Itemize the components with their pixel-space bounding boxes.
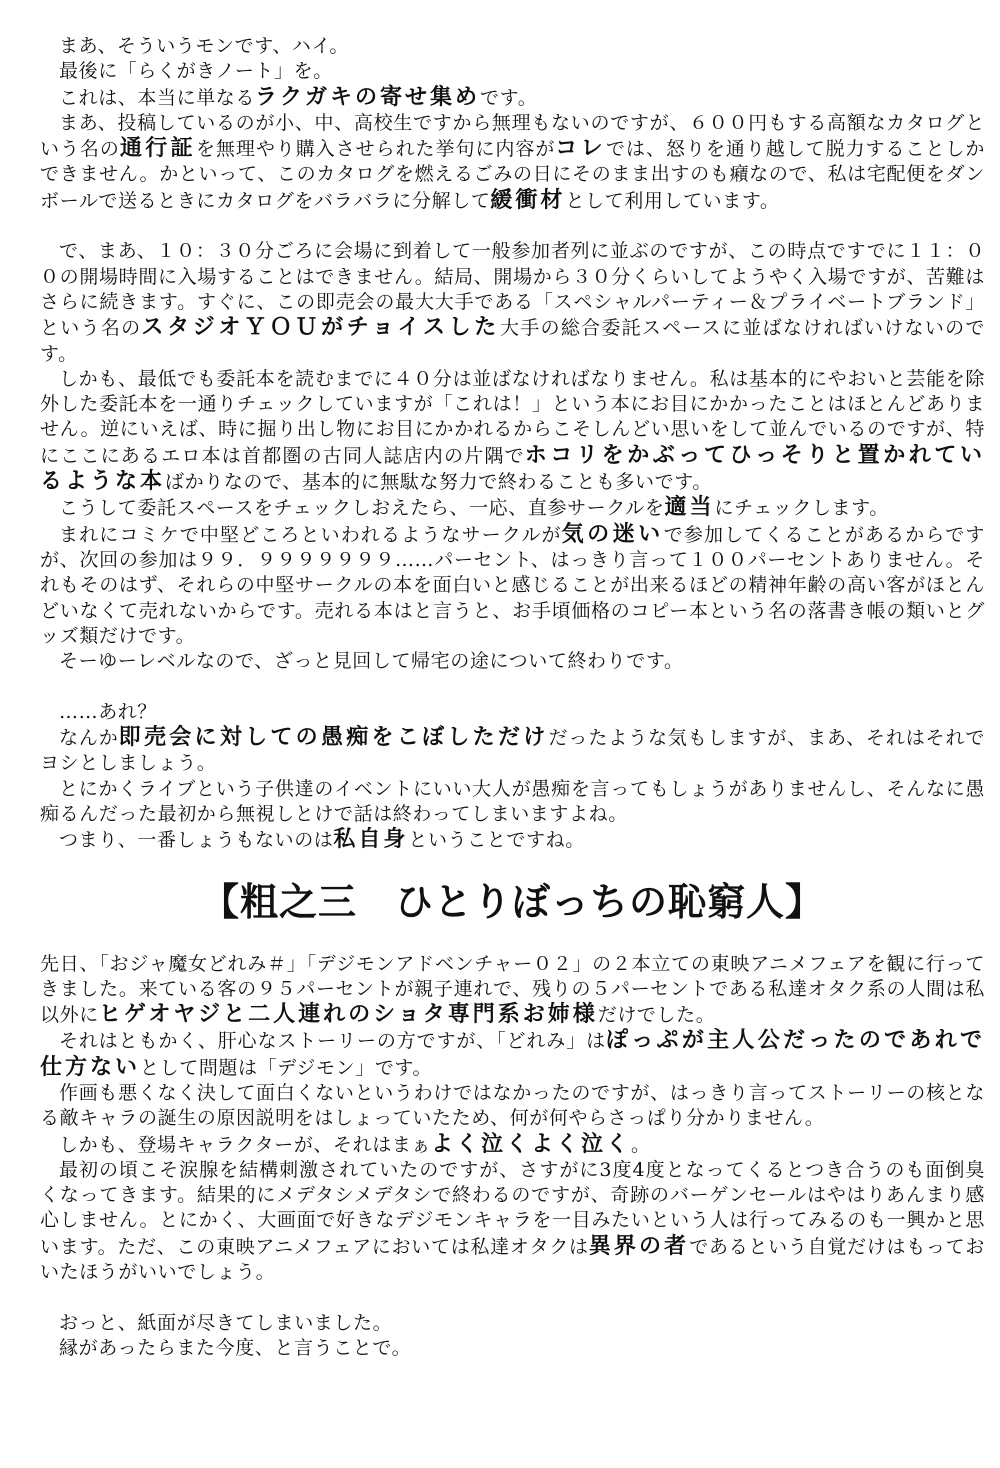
emphasis-text: 即売会に対しての愚痴をこぼしただけ — [118, 725, 549, 751]
emphasis-text: 異界の者 — [588, 1233, 690, 1259]
document-page — [40, 34, 985, 1444]
text-run: つまり、一番しょうもないのは — [59, 829, 334, 852]
emphasis-text: 気の迷い — [561, 521, 664, 547]
paragraph: そーゆーレベルなので、ざっと見回して帰宅の途について終わりです。 — [59, 650, 684, 673]
text-run: だったような気もしますが、まあ、それはそれでヨシとしましょう。 — [40, 727, 985, 775]
text-run: では、怒りを通り越して脱力することしかできません。かといって、このカタログを燃えるごみの日にそのまま出すのも癪なので、私は宅配便をダンボールで送るときにカタログをバラバラに分解して — [40, 138, 985, 212]
heading-part: 【粗之三 — [200, 878, 357, 924]
paragraph: おっと、紙面が尽きてしまいました。 — [59, 1311, 393, 1334]
text-run: 先日、「おジャ魔女どれみ＃」「デジモンアドベンチャー０２」の２本立ての東映アニメフェアを観に行ってきました。来ている客の９５パーセントが親子連れで、残りの５パーセントである私達オタク系の人間は私以外に — [40, 952, 985, 1027]
emphasis-text: ヒゲオヤジと二人連れのショタ専門系お姉様 — [98, 1002, 598, 1028]
emphasis-text: 私自身 — [333, 827, 409, 853]
text-run: にチェックします。 — [714, 497, 889, 520]
paragraph — [40, 111, 985, 214]
text-run: だけでした。 — [597, 1004, 716, 1027]
spacer — [40, 1285, 985, 1310]
emphasis-text: よく泣くよく泣く — [431, 1131, 632, 1157]
paragraph — [40, 827, 985, 853]
paragraph — [40, 85, 985, 111]
paragraph — [40, 1158, 985, 1285]
text-run: それはともかく、肝心なストーリーの方ですが、「どれみ」は — [59, 1030, 606, 1053]
paragraph — [40, 495, 985, 521]
text-run: です。 — [480, 86, 538, 109]
paragraph: とにかくライブという子供達のイベントにいい大人が愚痴を言ってもしょうがありませんし、そんなに愚痴るんだった最初から無視しとけで話は終わってしまいますよね。 — [40, 777, 985, 825]
text-run: しかも、登場キャラクターが、それはまぁ — [59, 1133, 432, 1156]
emphasis-text: ラクガキの寄せ集め — [255, 84, 481, 110]
paragraph — [40, 367, 985, 495]
text-run: 大手の総合委託スペースに並ばなければいけないのです。 — [40, 317, 985, 365]
emphasis-text: ぽっぷが主人公だったのであれで仕方ない — [40, 1028, 985, 1080]
text-run: として問題は「デジモン」です。 — [140, 1056, 433, 1079]
heading-part: ひとりぼっちの恥窮人】 — [395, 878, 825, 924]
text-run: しかも、最低でも委託本を読むまでに４０分は並ばなければなりません。私は基本的にやおいと芸能を除外した委託本を一通りチェックしていますが「これは！」という本にお目にかかったことはほとんどありません。逆にいえば、時に掘り出し物にお目にかかれるからこそしんどい思いをして並んでいるのですが、特にここにあるエロ本は首都圏の古同人誌店内の片隅で — [40, 367, 985, 467]
paragraph: ……あれ？ — [59, 700, 158, 723]
paragraph — [40, 239, 985, 366]
paragraph — [40, 1028, 985, 1081]
emphasis-text: ホコリをかぶってひっそりと置かれているような本 — [40, 442, 985, 495]
section-heading — [40, 878, 985, 926]
spacer — [40, 674, 985, 699]
emphasis-text: 緩衝材 — [490, 187, 566, 213]
text-run: として利用しています。 — [565, 189, 780, 212]
emphasis-text: 通行証 — [119, 136, 196, 162]
text-run: であるという自覚だけはもっておいたほうがいいでしょう。 — [40, 1235, 985, 1284]
text-run: ということですね。 — [408, 829, 585, 852]
emphasis-text: 適当 — [664, 495, 715, 521]
emphasis-text: スタジオＹＯＵがチョイスした — [141, 315, 500, 341]
text-run: こうして委託スペースをチェックしおえたら、一応、直参サークルを — [59, 497, 665, 520]
paragraph: 最後に「らくがきノート」を。 — [59, 60, 333, 83]
paragraph — [40, 1132, 985, 1158]
text-run: 。 — [631, 1133, 651, 1156]
text-run: まれにコミケで中堅どころといわれるようなサークルが — [59, 523, 562, 546]
paragraph: 作画も悪くなく決して面白くないというわけではなかったのですが、はっきり言ってストーリーの核となる敵キャラの誕生の原因説明をはしょっていたため、何が何やらさっぱり分かりません。 — [40, 1081, 985, 1130]
spacer — [40, 214, 985, 239]
paragraph — [40, 725, 985, 777]
text-run: まあ、投稿しているのが小、中、高校生ですから無理もないのですが、６００円もする高額なカタログという名の — [40, 111, 985, 161]
text-run: ばかりなので、基本的に無駄な努力で終わることも多いです。 — [165, 471, 712, 494]
paragraph — [40, 952, 985, 1029]
text-run: 最初の頃こそ涙腺を結構刺激されていたのですが、さすがに3度4度となってくるとつき合うのも面倒臭くなってきます。結果的にメデタシメデタシで終わるのですが、奇跡のバーゲンセールはやはりあんまり感心しません。とにかく、大画面で好きなデジモンキャラを一目みたいという人は行ってみるのも一興かと思います。ただ、この東映アニメフェアにおいては私達オタクは — [40, 1158, 985, 1258]
text-run: を無理やり購入させられた挙句に内容が — [195, 138, 556, 161]
text-run: で、まあ、１０：３０分ごろに会場に到着して一般参加者列に並ぶのですが、この時点ですでに１１：００の開場時間に入場することはできません。結局、開場から３０分くらいしてようやく入場ですが、苦難はさらに続きます。すぐに、この即売会の最大大手である「スペシャルパーティー＆プライベートブランド」という名の — [40, 240, 985, 340]
text-run: で参加してくることがあるからですが、次回の参加は９９．９９９９９９９……パーセント、はっきり言って１００パーセントありません。それもそのはず、それらの中堅サークルの本を面白いと感じることが出来るほどの精神年齢の高い客がほとんどいなくて売れないからです。売れる本はと言うと、お手頃価格のコピー本という名の落書き帳の類いとグッズ類だけです。 — [40, 523, 985, 647]
paragraph: 縁があったらまた今度、と言うことで。 — [59, 1336, 412, 1359]
text-run: なんか — [59, 727, 119, 750]
emphasis-text: コレ — [555, 136, 607, 162]
text-run: これは、本当に単なる — [59, 86, 256, 109]
paragraph: まあ、そういうモンです、ハイ。 — [59, 35, 350, 57]
paragraph — [40, 522, 985, 649]
